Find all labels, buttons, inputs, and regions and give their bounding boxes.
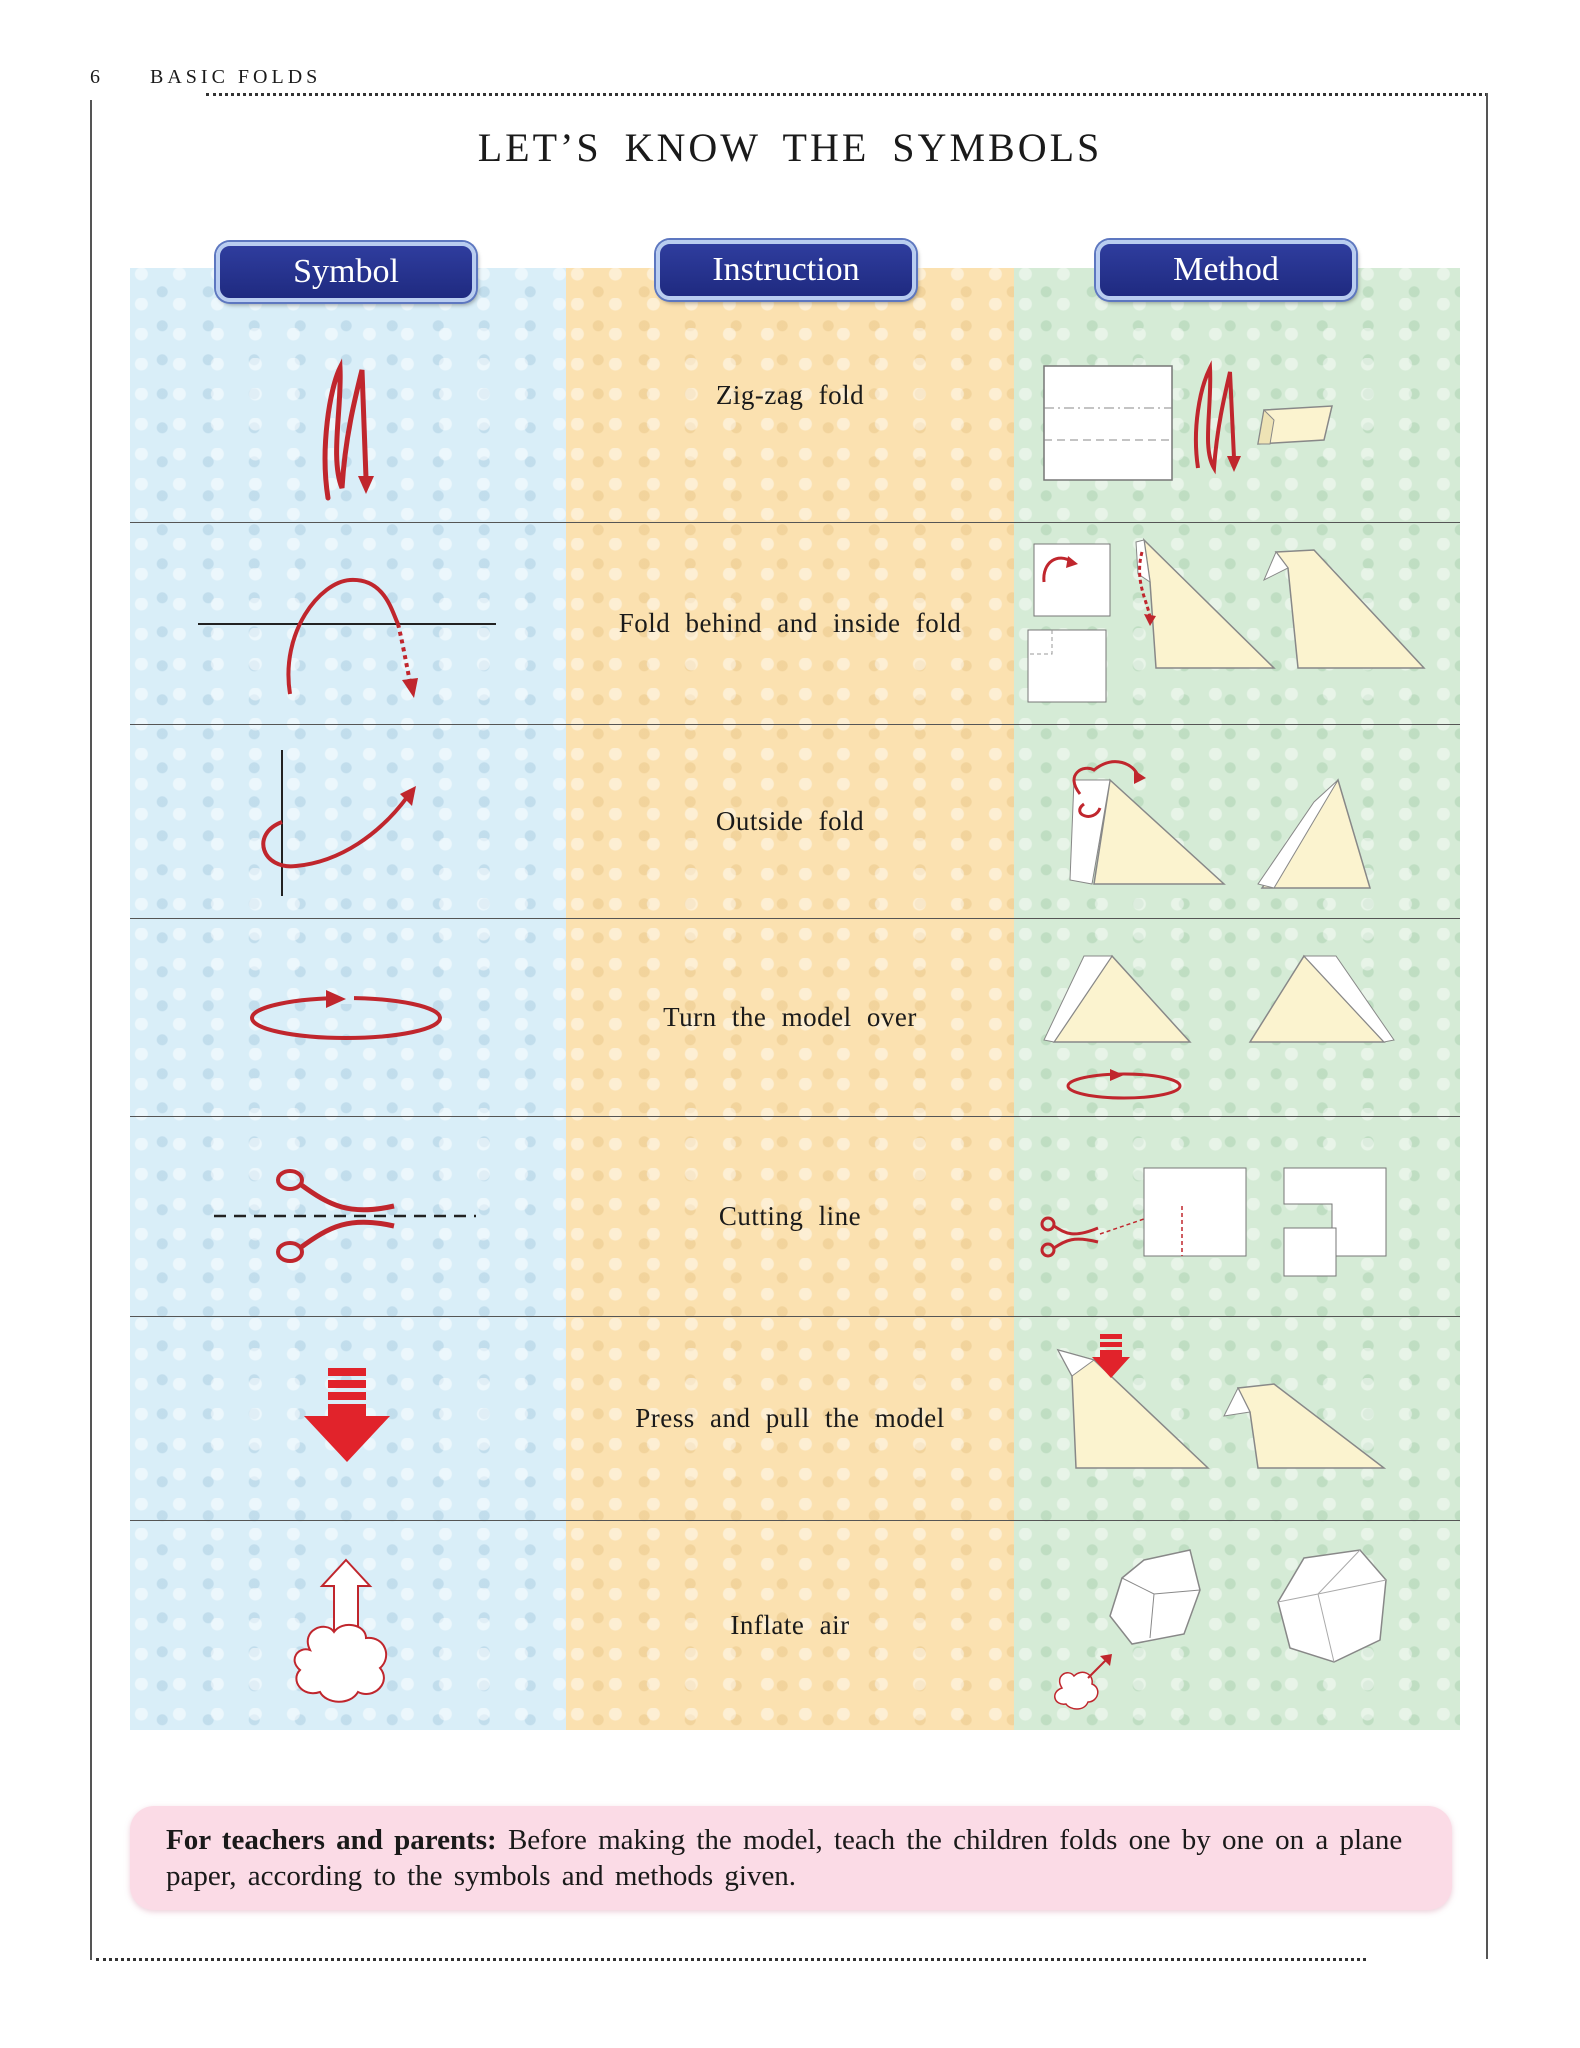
instruction-text: Fold behind and inside fold — [618, 607, 962, 638]
table-row — [130, 1316, 1460, 1520]
bottom-dotted-rule — [96, 1958, 1366, 1961]
page-header — [90, 66, 321, 89]
instruction-column-header: Instruction — [656, 240, 916, 300]
outside-fold-method — [1014, 724, 1460, 918]
table-row — [130, 724, 1460, 918]
instruction-text: Press and pull the model — [635, 1402, 945, 1433]
turn-over-symbol — [130, 918, 566, 1116]
table-row — [130, 522, 1460, 724]
turn-over-method-illustration — [1014, 918, 1460, 1116]
press-arrow-icon — [130, 1316, 566, 1520]
turn-over-method — [1014, 918, 1460, 1116]
instruction-text: Outside fold — [715, 805, 865, 836]
inflate-air-method-illustration — [1014, 1520, 1460, 1730]
symbols-table — [130, 251, 1460, 1730]
outside-fold-symbol — [130, 724, 566, 918]
inflate-air-symbol — [130, 1520, 566, 1730]
symbol-column-header: Symbol — [216, 242, 476, 302]
section-title: BASIC FOLDS — [150, 66, 322, 88]
top-dotted-rule — [206, 93, 1488, 96]
press-pull-method-illustration — [1014, 1316, 1460, 1520]
right-border — [1486, 93, 1488, 1959]
instruction-text: Zig-zag fold — [715, 379, 865, 410]
inflate-air-method — [1014, 1520, 1460, 1730]
fold-behind-method — [1014, 522, 1460, 724]
zigzag-arrow-icon — [130, 268, 566, 522]
table-row — [130, 1116, 1460, 1316]
note-text: Before making the model, teach the children folds one by one on a plane paper, according to the symbols and methods given. — [166, 1824, 1403, 1892]
fold-behind-arrow-icon — [130, 522, 566, 724]
table-row — [130, 918, 1460, 1116]
inflate-air-icon — [130, 1520, 566, 1730]
table-row — [130, 268, 1460, 522]
zigzag-symbol — [130, 268, 566, 522]
zigzag-method-illustration — [1014, 268, 1460, 522]
instruction-text: Turn the model over — [663, 1001, 917, 1032]
teacher-note — [130, 1806, 1452, 1910]
instruction-text: Cutting line — [718, 1200, 862, 1231]
cutting-line-symbol — [130, 1116, 566, 1316]
turn-over-arrow-icon — [130, 918, 566, 1116]
press-pull-method — [1014, 1316, 1460, 1520]
outside-fold-method-illustration — [1014, 724, 1460, 918]
note-label: For teachers and parents: — [166, 1824, 497, 1856]
cutting-line-method-illustration — [1014, 1116, 1460, 1316]
fold-behind-symbol — [130, 522, 566, 724]
cutting-line-method — [1014, 1116, 1460, 1316]
fold-behind-method-illustration — [1014, 522, 1460, 724]
table-row — [130, 1520, 1460, 1730]
press-pull-symbol — [130, 1316, 566, 1520]
outside-fold-arrow-icon — [130, 724, 566, 918]
left-border — [90, 100, 92, 1960]
scissors-icon — [130, 1116, 566, 1316]
instruction-text: Inflate air — [730, 1609, 850, 1640]
page-title: LET’S KNOW THE SYMBOLS — [477, 125, 1103, 170]
zigzag-method — [1014, 268, 1460, 522]
method-column-header: Method — [1096, 240, 1356, 300]
page-number: 6 — [90, 66, 104, 88]
